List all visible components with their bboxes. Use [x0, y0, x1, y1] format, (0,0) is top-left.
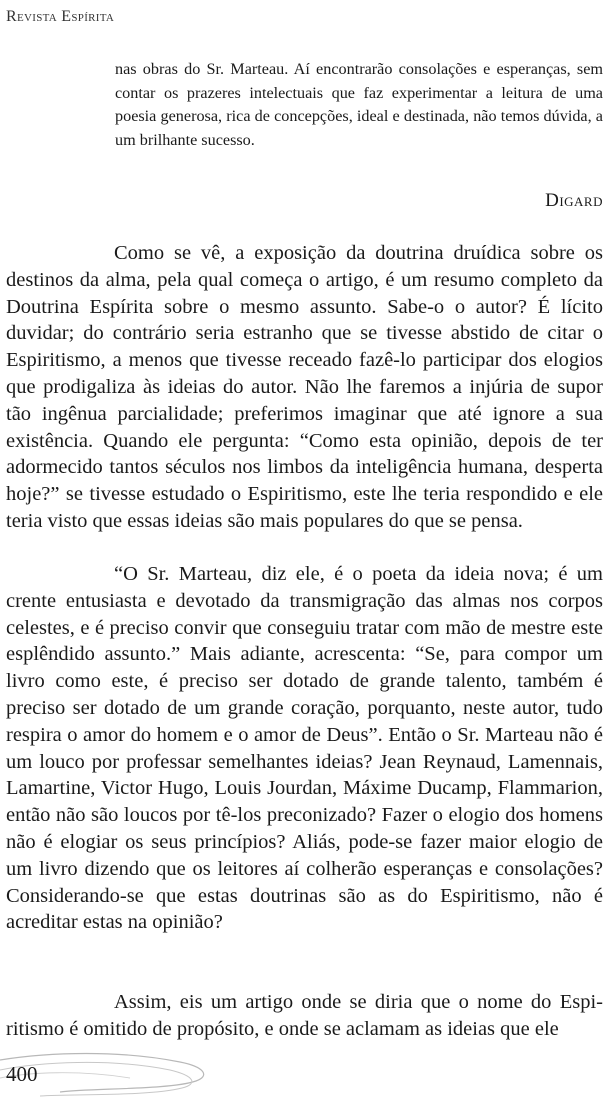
body-paragraph-3	[6, 989, 603, 1043]
body-paragraph-1	[6, 240, 603, 535]
quote-signature: Digard	[545, 190, 603, 211]
body-paragraph-2	[6, 561, 603, 936]
paragraph-text: Como se vê, a exposição da doutrina druídica sobre os destinos da alma, pela qual começa o artigo, é um resumo completo da Doutrina Espírita sobre o mesmo assunto. Sabe-o o autor? É lícito duvidar; do contrário seria estranho que se tivesse abstido de citar o Espiritismo, a menos que tivesse receado fazê-lo participar dos elogios que prodigaliza às ideias do autor. Não lhe faremos a injúria de supor tão ingênua parcialidade; preferimos imaginar que até ignore a sua existência. Quando ele pergunta: “Como esta opinião, depois de ter adormecido tantos séculos nos limbos da inteligência humana, desperta hoje?” se tivesse estudado o Espiritismo, este lhe teria respondido e ele teria visto que essas ideias são mais populares do que se pensa.	[6, 242, 603, 532]
paragraph-text: “O Sr. Marteau, diz ele, é o poeta da ideia nova; é um crente entusiasta e devotado da transmigração das almas nos corpos celestes, e é preciso convir que conseguiu tratar com mão de mestre este esplêndido assunto.” Mais adiante, acrescenta: “Se, para compor um livro como este, é preciso ser dotado de grande talento, também é preciso ser dotado de um grande coração, porquanto, neste autor, tudo respira o amor do homem e o amor de Deus”. Então o Sr. Marteau não é um louco por professar semelhantes ideias? Jean Reynaud, Lamennais, Lamartine, Victor Hugo, Louis Jourdan, Máxime Ducamp, Flammarion, então não são loucos por tê-los preconizado? Fazer o elogio dos homens não é elogiar os seus princípios? Aliás, pode-se fazer maior elogio de um livro dizendo que os leitores aí colherão esperanças e consolações? Considerando-se que estas doutrinas são as do Espiritismo, não é acreditar estas na opinião?	[6, 563, 603, 934]
page-number: 400	[6, 1062, 38, 1086]
quoted-excerpt: nas obras do Sr. Marteau. Aí encontrarão consolações e esperanças, sem contar os prazeres intelectuais que faz experimentar a leitura de uma poesia generosa, rica de concepções, ideal e destinada, não temos dúvida, a um brilhante sucesso.	[115, 60, 603, 150]
paragraph-text: Assim, eis um artigo onde se diria que o nome do Espiritismo é omitido de propósito, e onde se aclamam as ideias que ele	[6, 991, 603, 1040]
running-head: Revista Espírita	[6, 8, 115, 25]
